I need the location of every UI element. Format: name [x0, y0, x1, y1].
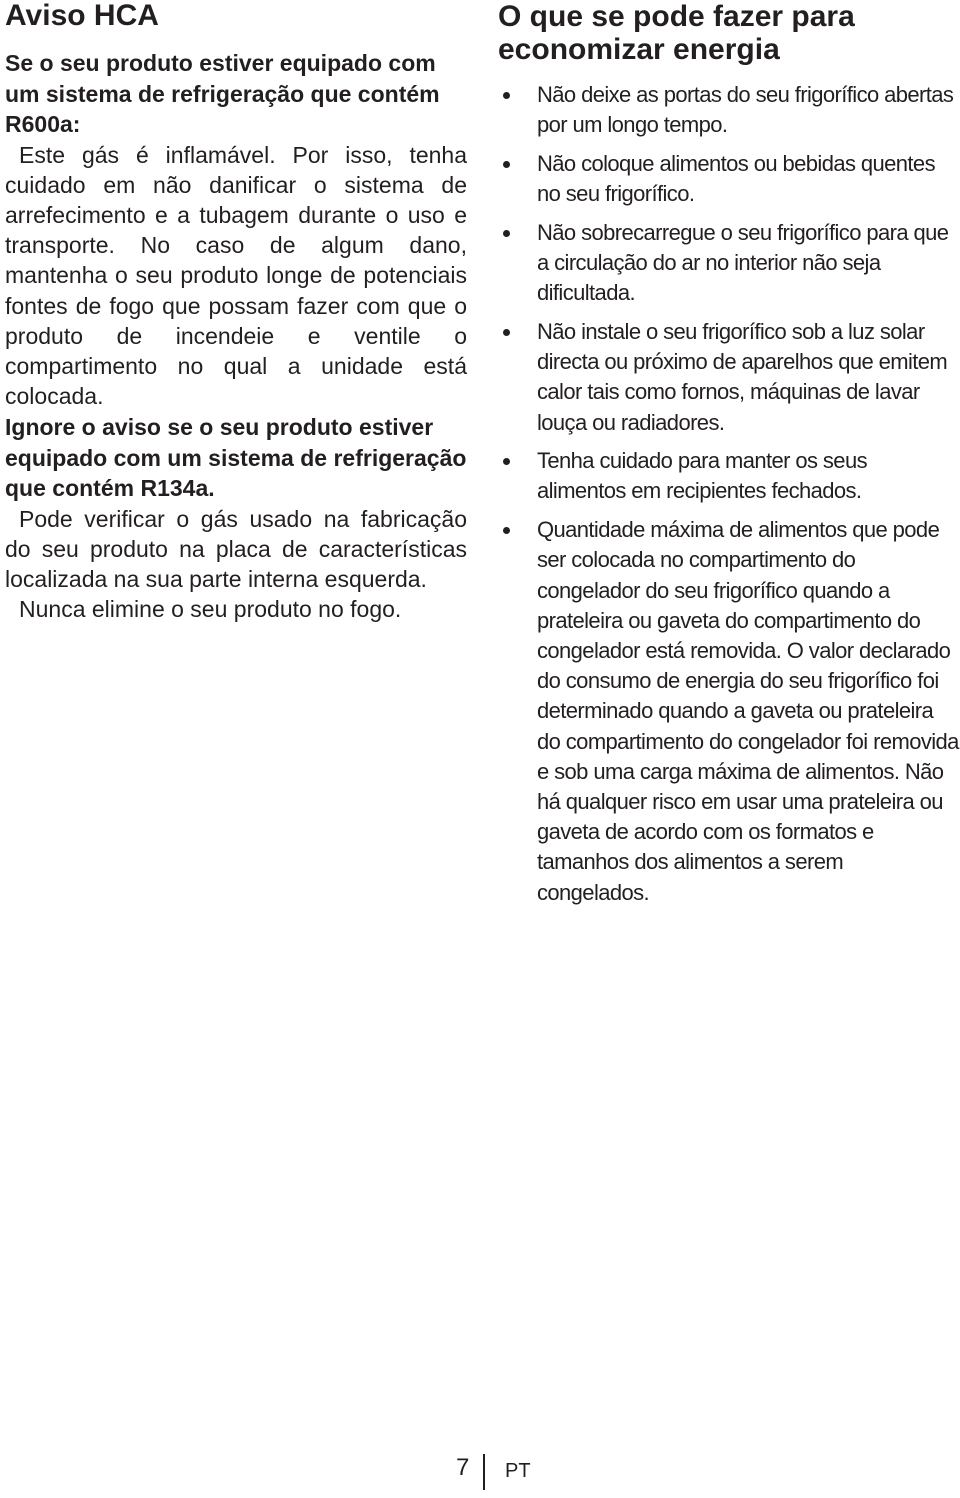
gas-info-text: Pode verificar o gás usado na fabricação do seu produto na placa de características localizada na sua parte interna esquerda.	[5, 505, 467, 593]
flammable-gas-warning: Este gás é inflamável. Por isso, tenha cuidado em não danificar o sistema de arrefecimento e a tubagem durante o uso e transporte. No caso de algum dano, mantenha o seu produto longe de potenciais fontes de fogo que possam fazer com que o produto de incendeie e ventile o compartimento no qual a unidade está colocada.	[5, 141, 467, 410]
tip-text: Quantidade máxima de alimentos que pode ser colocada no compartimento do congelador do seu frigorífico quando a prateleira ou gaveta do compartimento do congelador está removida. O valor declarado do consumo de energia do seu frigorífico foi determinado quando a gaveta ou prateleira do compartimento do congelador foi removida e sob uma carga máxima de alimentos. Não há qualquer risco em usar uma prateleira ou gaveta de acordo com os formatos e tamanhos dos alimentos a serem congelados.	[537, 517, 959, 905]
left-column	[5, 0, 467, 625]
bullet-icon	[503, 230, 510, 237]
list-item	[498, 515, 960, 908]
list-item	[498, 80, 960, 140]
footer-divider	[483, 1454, 485, 1490]
bullet-icon	[503, 527, 510, 534]
right-column	[498, 0, 960, 916]
tip-text: Não instale o seu frigorífico sob a luz solar directa ou próximo de aparelhos que emitem calor tais como fornos, máquinas de lavar louça ou radiadores.	[537, 318, 948, 435]
page-footer	[0, 1452, 960, 1492]
r600a-warning-heading: Se o seu produto estiver equipado com um sistema de refrigeração que contém R600a:	[5, 50, 440, 137]
bullet-icon	[503, 161, 510, 168]
hca-warning-title: Aviso HCA	[5, 0, 159, 32]
list-item	[498, 317, 960, 438]
bullet-icon	[503, 458, 510, 465]
bullet-icon	[503, 329, 510, 336]
fire-disposal-warning: Nunca elimine o seu produto no fogo.	[19, 596, 402, 623]
list-item	[498, 218, 960, 309]
page-number: 7	[456, 1454, 470, 1481]
tip-text: Não sobrecarregue o seu frigorífico para que a circulação do ar no interior não seja dificultada.	[537, 219, 949, 306]
energy-tips-list	[498, 80, 960, 908]
language-code: PT	[505, 1460, 531, 1482]
energy-saving-title: O que se pode fazer para economizar energia	[498, 0, 855, 66]
r134a-ignore-heading: Ignore o aviso se o seu produto estiver equipado com um sistema de refrigeração que contém R134a.	[5, 414, 467, 502]
list-item	[498, 446, 960, 506]
list-item	[498, 149, 960, 209]
tip-text: Não coloque alimentos ou bebidas quentes no seu frigorífico.	[537, 150, 935, 207]
bullet-icon	[503, 92, 510, 99]
tip-text: Não deixe as portas do seu frigorífico abertas por um longo tempo.	[537, 82, 954, 138]
tip-text: Tenha cuidado para manter os seus alimentos em recipientes fechados.	[537, 448, 867, 504]
